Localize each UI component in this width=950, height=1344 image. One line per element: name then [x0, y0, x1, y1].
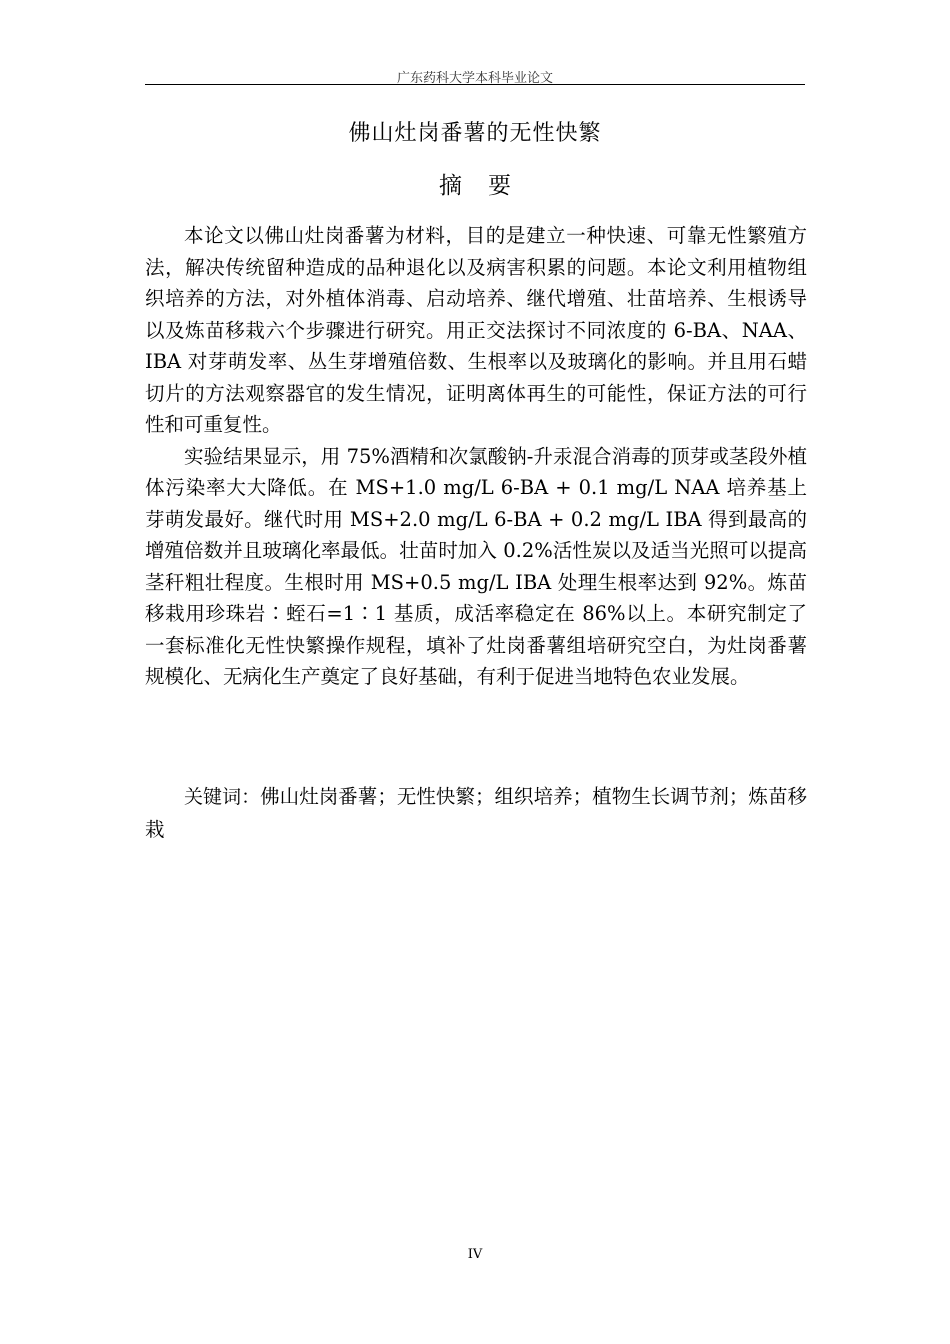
keywords-label: 关键词： — [184, 786, 261, 808]
abstract-paragraph-1: 本论文以佛山灶岗番薯为材料，目的是建立一种快速、可靠无性繁殖方法，解决传统留种造成的品种退化以及病害积累的问题。本论文利用植物组织培养的方法，对外植体消毒、启动培养、继代增殖、壮苗培养、生根诱导以及炼苗移栽六个步骤进行研究。用正交法探讨不同浓度的 6-BA、NAA、IBA 对芽萌发率、丛生芽增殖倍数、生根率以及玻璃化的影响。并且用石蜡切片的方法观察器官的发生情况，证明离体再生的可能性，保证方法的可行性和可重复性。 — [145, 224, 807, 436]
page-number: IV — [467, 1247, 483, 1262]
keywords-text: 佛山灶岗番薯；无性快繁；组织培养；植物生长调节剂；炼苗移栽 — [145, 785, 807, 841]
header-rule — [145, 84, 805, 85]
abstract-body — [145, 220, 807, 693]
abstract-heading: 摘要 — [439, 173, 537, 199]
abstract-paragraph-2: 实验结果显示，用 75%酒精和次氯酸钠-升汞混合消毒的顶芽或茎段外植体污染率大大降低。在 MS+1.0 mg/L 6-BA + 0.1 mg/L NAA 培养基上芽萌发最好。继代时用 MS+2.0 mg/L 6-BA + 0.2 mg/L IBA 得到最高的增殖倍数并且玻璃化率最低。壮苗时加入 0.2%活性炭以及适当光照可以提高茎秆粗壮程度。生根时用 MS+0.5 mg/L IBA 处理生根率达到 92%。炼苗移栽用珍珠岩∶蛭石=1∶1 基质，成活率稳定在 86%以上。本研究制定了一套标准化无性快繁操作规程，填补了灶岗番薯组培研究空白，为灶岗番薯规模化、无病化生产奠定了良好基础，有利于促进当地特色农业发展。 — [145, 444, 807, 688]
thesis-title: 佛山灶岗番薯的无性快繁 — [348, 121, 602, 146]
keywords — [145, 781, 807, 845]
running-header: 广东药科大学本科毕业论文 — [396, 71, 553, 86]
